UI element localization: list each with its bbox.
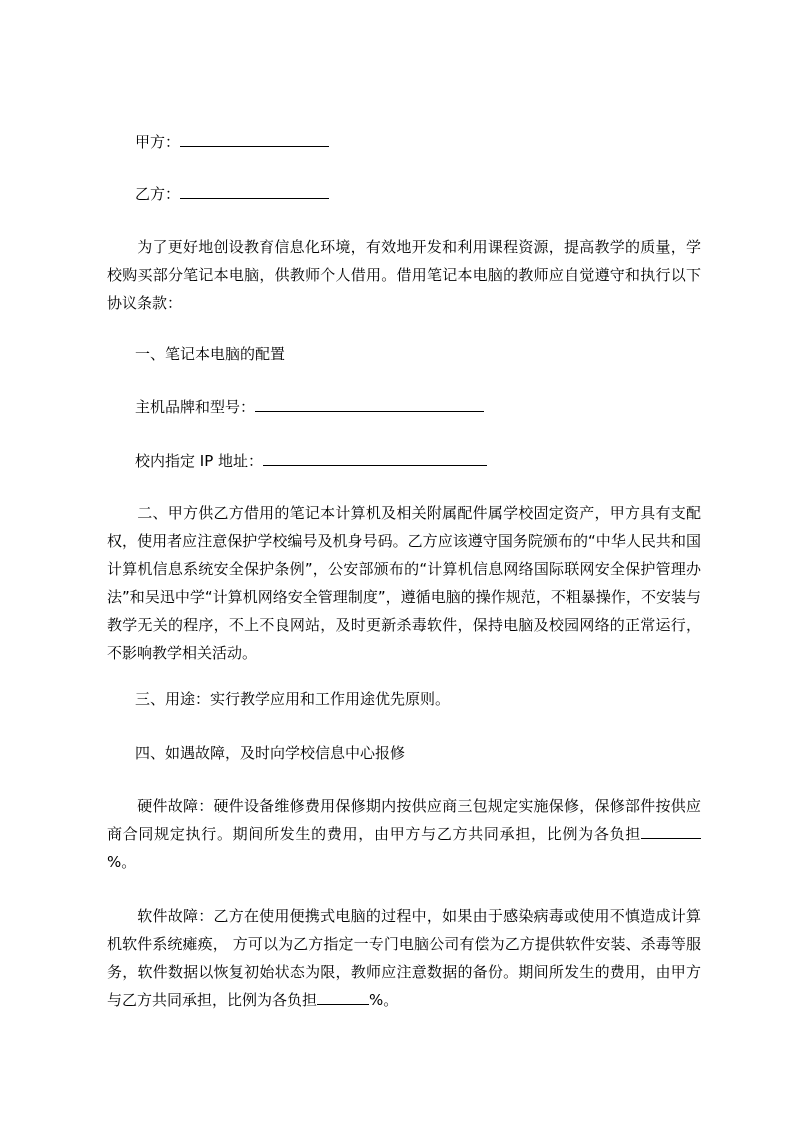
brand-model-blank[interactable] bbox=[255, 397, 484, 412]
software-percent-suffix: %。 bbox=[369, 991, 399, 1009]
section1-heading-text: 一、笔记本电脑的配置 bbox=[135, 345, 286, 363]
hardware-percent-blank[interactable] bbox=[641, 824, 701, 839]
section3-text: 三、用途：实行教学应用和工作用途优先原则。 bbox=[135, 690, 451, 708]
hardware-fault-text: 硬件故障：硬件设备维修费用保修期内按供应商三包规定实施保修，保修部件按供应商合同规定执行。期间所发生的费用，由甲方与乙方共同承担，比例为各负担 bbox=[107, 797, 701, 843]
section3-line bbox=[135, 689, 450, 709]
brand-model-label: 主机品牌和型号： bbox=[135, 398, 256, 416]
section1-heading bbox=[135, 344, 285, 364]
software-fault-paragraph bbox=[107, 902, 701, 1014]
section2-text: 二、甲方供乙方借用的笔记本计算机及相关附属配件属学校固定资产，甲方具有支配权，使用者应注意保护学校编号及机身号码。乙方应该遵守国务院颁布的“中华人民共和国计算机信息系统安全保护条例”，公安部颁布的“计算机信息网络国际联网安全保护管理办法”和吴迅中学“计算机网络安全管理制度”，遵循电脑的操作规范，不粗暴操作，不安装与教学无关的程序，不上不良网站，及时更新杀毒软件，保持电脑及校园网络的正常运行，不影响教学相关活动。 bbox=[107, 504, 701, 662]
section2-paragraph bbox=[107, 499, 701, 667]
hardware-fault-paragraph bbox=[107, 792, 701, 876]
intro-text: 为了更好地创设教育信息化环境，有效地开发和利用课程资源，提高教学的质量，学校购买部分笔记本电脑，供教师个人借用。借用笔记本电脑的教师应自觉遵守和执行以下协议条款： bbox=[107, 238, 701, 312]
party-a-line bbox=[135, 132, 329, 152]
software-fault-text: 软件故障：乙方在使用便携式电脑的过程中，如果由于感染病毒或使用不慎造成计算机软件系统瘫痪， 方可以为乙方指定一专门电脑公司有偿为乙方提供软件安装、杀毒等服务，软件数据以恢复初始状态为限，教师应注意数据的备份。期间所发生的费用，由甲方与乙方共同承担，比例为各负担 bbox=[107, 907, 701, 1009]
party-a-label: 甲方： bbox=[135, 133, 181, 151]
party-b-blank[interactable] bbox=[180, 184, 329, 199]
party-b-line bbox=[135, 184, 329, 204]
ip-address-label: 校内指定 IP 地址： bbox=[135, 452, 264, 470]
ip-address-line bbox=[135, 451, 487, 471]
software-percent-blank[interactable] bbox=[317, 990, 369, 1005]
section4-heading-text: 四、如遇故障，及时向学校信息中心报修 bbox=[135, 744, 406, 762]
hardware-percent-suffix: %。 bbox=[107, 853, 137, 871]
party-b-label: 乙方： bbox=[135, 185, 181, 203]
section4-heading bbox=[135, 743, 405, 763]
party-a-blank[interactable] bbox=[180, 132, 329, 147]
brand-model-line bbox=[135, 397, 484, 417]
intro-paragraph bbox=[107, 233, 701, 317]
ip-address-blank[interactable] bbox=[263, 451, 487, 466]
